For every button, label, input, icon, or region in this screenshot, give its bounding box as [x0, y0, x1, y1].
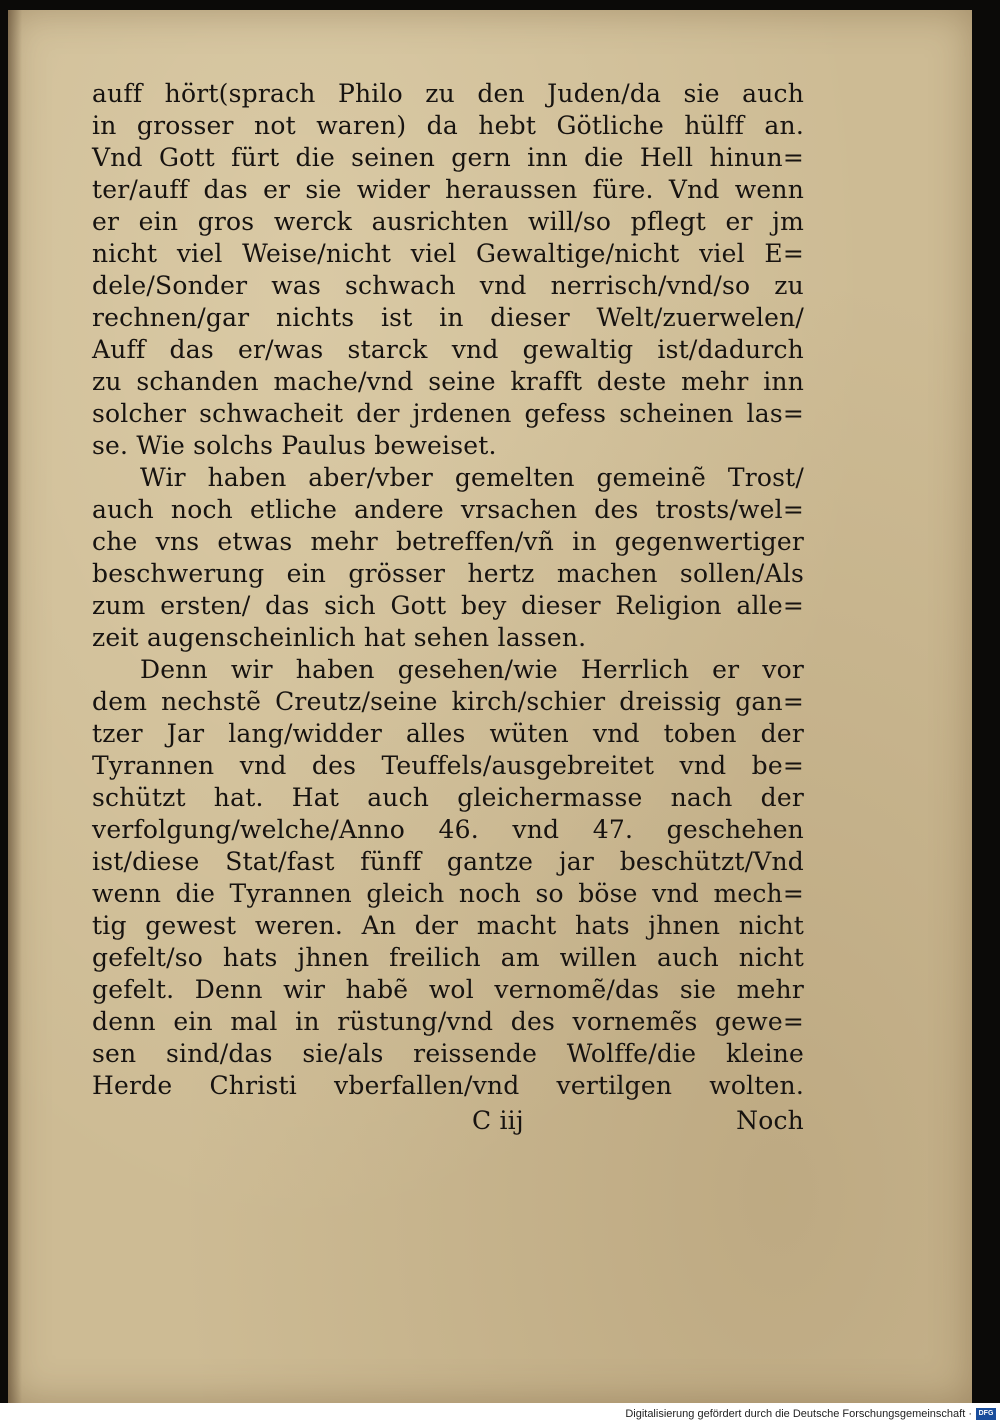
text-line: Vnd Gott fürt die seinen gern inn die Hell hinun=	[92, 143, 804, 172]
text-line: verfolgung/welche/Anno 46. vnd 47. geschehen	[92, 815, 804, 844]
main-text-block	[92, 78, 804, 1138]
text-line: se. Wie solchs Paulus beweiset.	[92, 431, 497, 460]
text-line: solcher schwacheit der jrdenen gefess scheinen las=	[92, 399, 804, 428]
text-line: Herde Christi vberfallen/vnd vertilgen wolten.	[92, 1071, 804, 1100]
text-line: rechnen/gar nichts ist in dieser Welt/zuerwelen/	[92, 303, 804, 332]
funding-credit: Digitalisierung gefördert durch die Deutsche Forschungsgemeinschaft ·	[625, 1408, 972, 1420]
text-line: nicht viel Weise/nicht viel Gewaltige/nicht viel E=	[92, 239, 804, 268]
text-line: ist/diese Stat/fast fünff gantze jar beschützt/Vnd	[92, 847, 804, 876]
text-line: tzer Jar lang/widder alles wüten vnd toben der	[92, 719, 804, 748]
text-line: tig gewest weren. An der macht hats jhnen nicht	[92, 911, 804, 940]
text-line: Wir haben aber/vber gemelten gemeinẽ Trost/	[140, 463, 804, 492]
text-line: beschwerung ein grösser hertz machen sollen/Als	[92, 559, 804, 588]
text-line: gefelt/so hats jhnen freilich am willen auch nicht	[92, 943, 804, 972]
dfg-logo-icon: DFG	[976, 1408, 996, 1420]
text-line: auff hört(sprach Philo zu den Juden/da sie auch	[92, 79, 804, 108]
text-line: auch noch etliche andere vrsachen des trosts/wel=	[92, 495, 804, 524]
page-footer-line	[92, 1104, 804, 1138]
text-line: sen sind/das sie/als reissende Wolffe/die kleine	[92, 1039, 804, 1068]
text-line: gefelt. Denn wir habẽ wol vernomẽ/das sie mehr	[92, 975, 804, 1004]
catchword: Noch	[736, 1106, 804, 1135]
text-line: zu schanden mache/vnd seine krafft deste mehr inn	[92, 367, 804, 396]
text-line: dem nechstẽ Creutz/seine kirch/schier dreissig gan=	[92, 687, 804, 716]
text-line: wenn die Tyrannen gleich noch so böse vnd mech=	[92, 879, 804, 908]
text-line: ter/auff das er sie wider heraussen füre. Vnd wenn	[92, 175, 804, 204]
text-line: zum ersten/ das sich Gott bey dieser Religion alle=	[92, 591, 804, 620]
signature-mark: C iij	[472, 1106, 524, 1135]
text-line: zeit augenscheinlich hat sehen lassen.	[92, 623, 587, 652]
text-line: in grosser not waren) da hebt Götliche hülff an.	[92, 111, 804, 140]
text-line: schützt hat. Hat auch gleichermasse nach der	[92, 783, 804, 812]
text-line: denn ein mal in rüstung/vnd des vornemẽs gewe=	[92, 1007, 804, 1036]
viewer-footer	[0, 1403, 1000, 1426]
text-line: che vns etwas mehr betreffen/vñ in gegenwertiger	[92, 527, 804, 556]
text-line: Auff das er/was starck vnd gewaltig ist/dadurch	[92, 335, 804, 364]
text-line: er ein gros werck ausrichten will/so pflegt er jm	[92, 207, 804, 236]
text-line: Tyrannen vnd des Teuffels/ausgebreitet vnd be=	[92, 751, 804, 780]
text-line: dele/Sonder was schwach vnd nerrisch/vnd/so zu	[92, 271, 804, 300]
binding-shadow	[8, 10, 22, 1403]
text-line: Denn wir haben gesehen/wie Herrlich er vor	[140, 655, 804, 684]
